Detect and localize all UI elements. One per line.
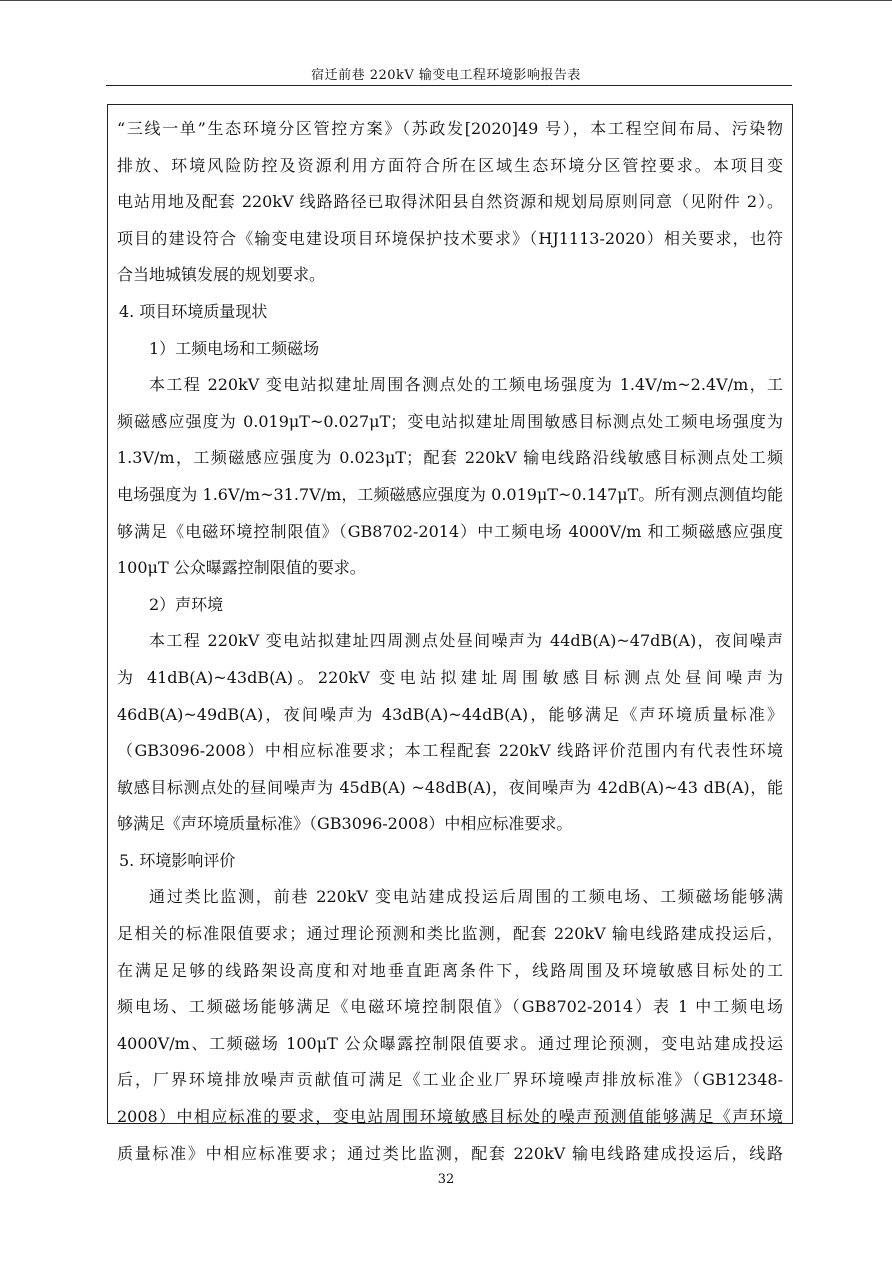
text-line: 够满足《声环境质量标准》（GB3096-2008）中相应标准要求。 (117, 814, 573, 834)
text-line: 质量标准》中相应标准要求；通过类比监测，配套 220kV 输电线路建成投运后，线路 (117, 1143, 783, 1163)
text-line: 4000V/m、工频磁场 100μT 公众曝露控制限值要求。通过理论预测，变电站建成投运 (117, 1033, 783, 1053)
text-line: 频磁感应强度为 0.019μT~0.027μT；变电站拟建址周围敏感目标测点处工频电场强度为 (117, 411, 783, 431)
text-line: 敏感目标测点处的昼间噪声为 45dB(A) ~48dB(A)，夜间噪声为 42dB(A)~43 dB(A)，能 (117, 777, 783, 797)
text-line: 为 41dB(A)~43dB(A)。220kV 变电站拟建址周围敏感目标测点处昼间噪声为 (117, 667, 783, 687)
text-line: 电站用地及配套 220kV 线路路径已取得沭阳县自然资源和规划局原则同意（见附件 2）。 (117, 192, 783, 212)
text-line: 频电场、工频磁场能够满足《电磁环境控制限值》（GB8702-2014）表 1 中工频电场 (117, 997, 783, 1017)
header-rule (106, 85, 792, 86)
text-line: 本工程 220kV 变电站拟建址四周测点处昼间噪声为 44dB(A)~47dB(A)，夜间噪声 (149, 631, 783, 651)
text-line: （GB3096-2008）中相应标准要求；本工程配套 220kV 线路评价范围内有代表性环境 (117, 741, 783, 761)
text-line: 100μT 公众曝露控制限值的要求。 (117, 558, 366, 578)
text-line: 后，厂界环境排放噪声贡献值可满足《工业企业厂界环境噪声排放标准》（GB12348- (117, 1070, 783, 1090)
text-line: 1.3V/m，工频磁感应强度为 0.023μT；配套 220kV 输电线路沿线敏感目标测点处工频 (117, 448, 783, 468)
text-line: 本工程 220kV 变电站拟建址周围各测点处的工频电场强度为 1.4V/m~2.4V/m，工 (149, 375, 783, 395)
text-line: 电场强度为 1.6V/m~31.7V/m，工频磁感应强度为 0.019μT~0.147μT。所有测点测值均能 (117, 484, 783, 504)
page-top-rule (0, 0, 892, 1)
text-line: 通过类比监测，前巷 220kV 变电站建成投运后周围的工频电场、工频磁场能够满 (149, 887, 783, 907)
text-line: 46dB(A)~49dB(A)，夜间噪声为 43dB(A)~44dB(A)，能够满足《声环境质量标准》 (117, 704, 783, 724)
text-line: 足相关的标准限值要求；通过理论预测和类比监测，配套 220kV 输电线路建成投运后， (117, 924, 783, 944)
text-line: 在满足足够的线路架设高度和对地垂直距离条件下，线路周围及环境敏感目标处的工 (117, 960, 783, 980)
text-line: 合当地城镇发展的规划要求。 (117, 265, 326, 285)
section-heading: 4. 项目环境质量现状 (119, 301, 268, 321)
text-line: 2008）中相应标准的要求，变电站周围环境敏感目标处的噪声预测值能够满足《声环境 (117, 1107, 783, 1127)
subsection-heading: 1）工频电场和工频磁场 (149, 338, 320, 358)
text-line: “三线一单”生态环境分区管控方案》（苏政发[2020]49 号），本工程空间布局、污染物 (117, 119, 783, 138)
text-line: 够满足《电磁环境控制限值》（GB8702-2014）中工频电场 4000V/m 和工频磁感应强度 (117, 521, 783, 541)
section-heading: 5. 环境影响评价 (119, 850, 236, 870)
text-line: 项目的建设符合《输变电建设项目环境保护技术要求》（HJ1113-2020）相关要求，也符 (117, 228, 783, 248)
subsection-heading: 2）声环境 (149, 594, 224, 614)
text-line: 排放、环境风险防控及资源利用方面符合所在区域生态环境分区管控要求。本项目变 (117, 155, 783, 175)
report-header-title: 宿迁前巷 220kV 输变电工程环境影响报告表 (311, 68, 581, 83)
page-number: 32 (437, 1172, 455, 1187)
report-content-box (107, 104, 793, 1163)
